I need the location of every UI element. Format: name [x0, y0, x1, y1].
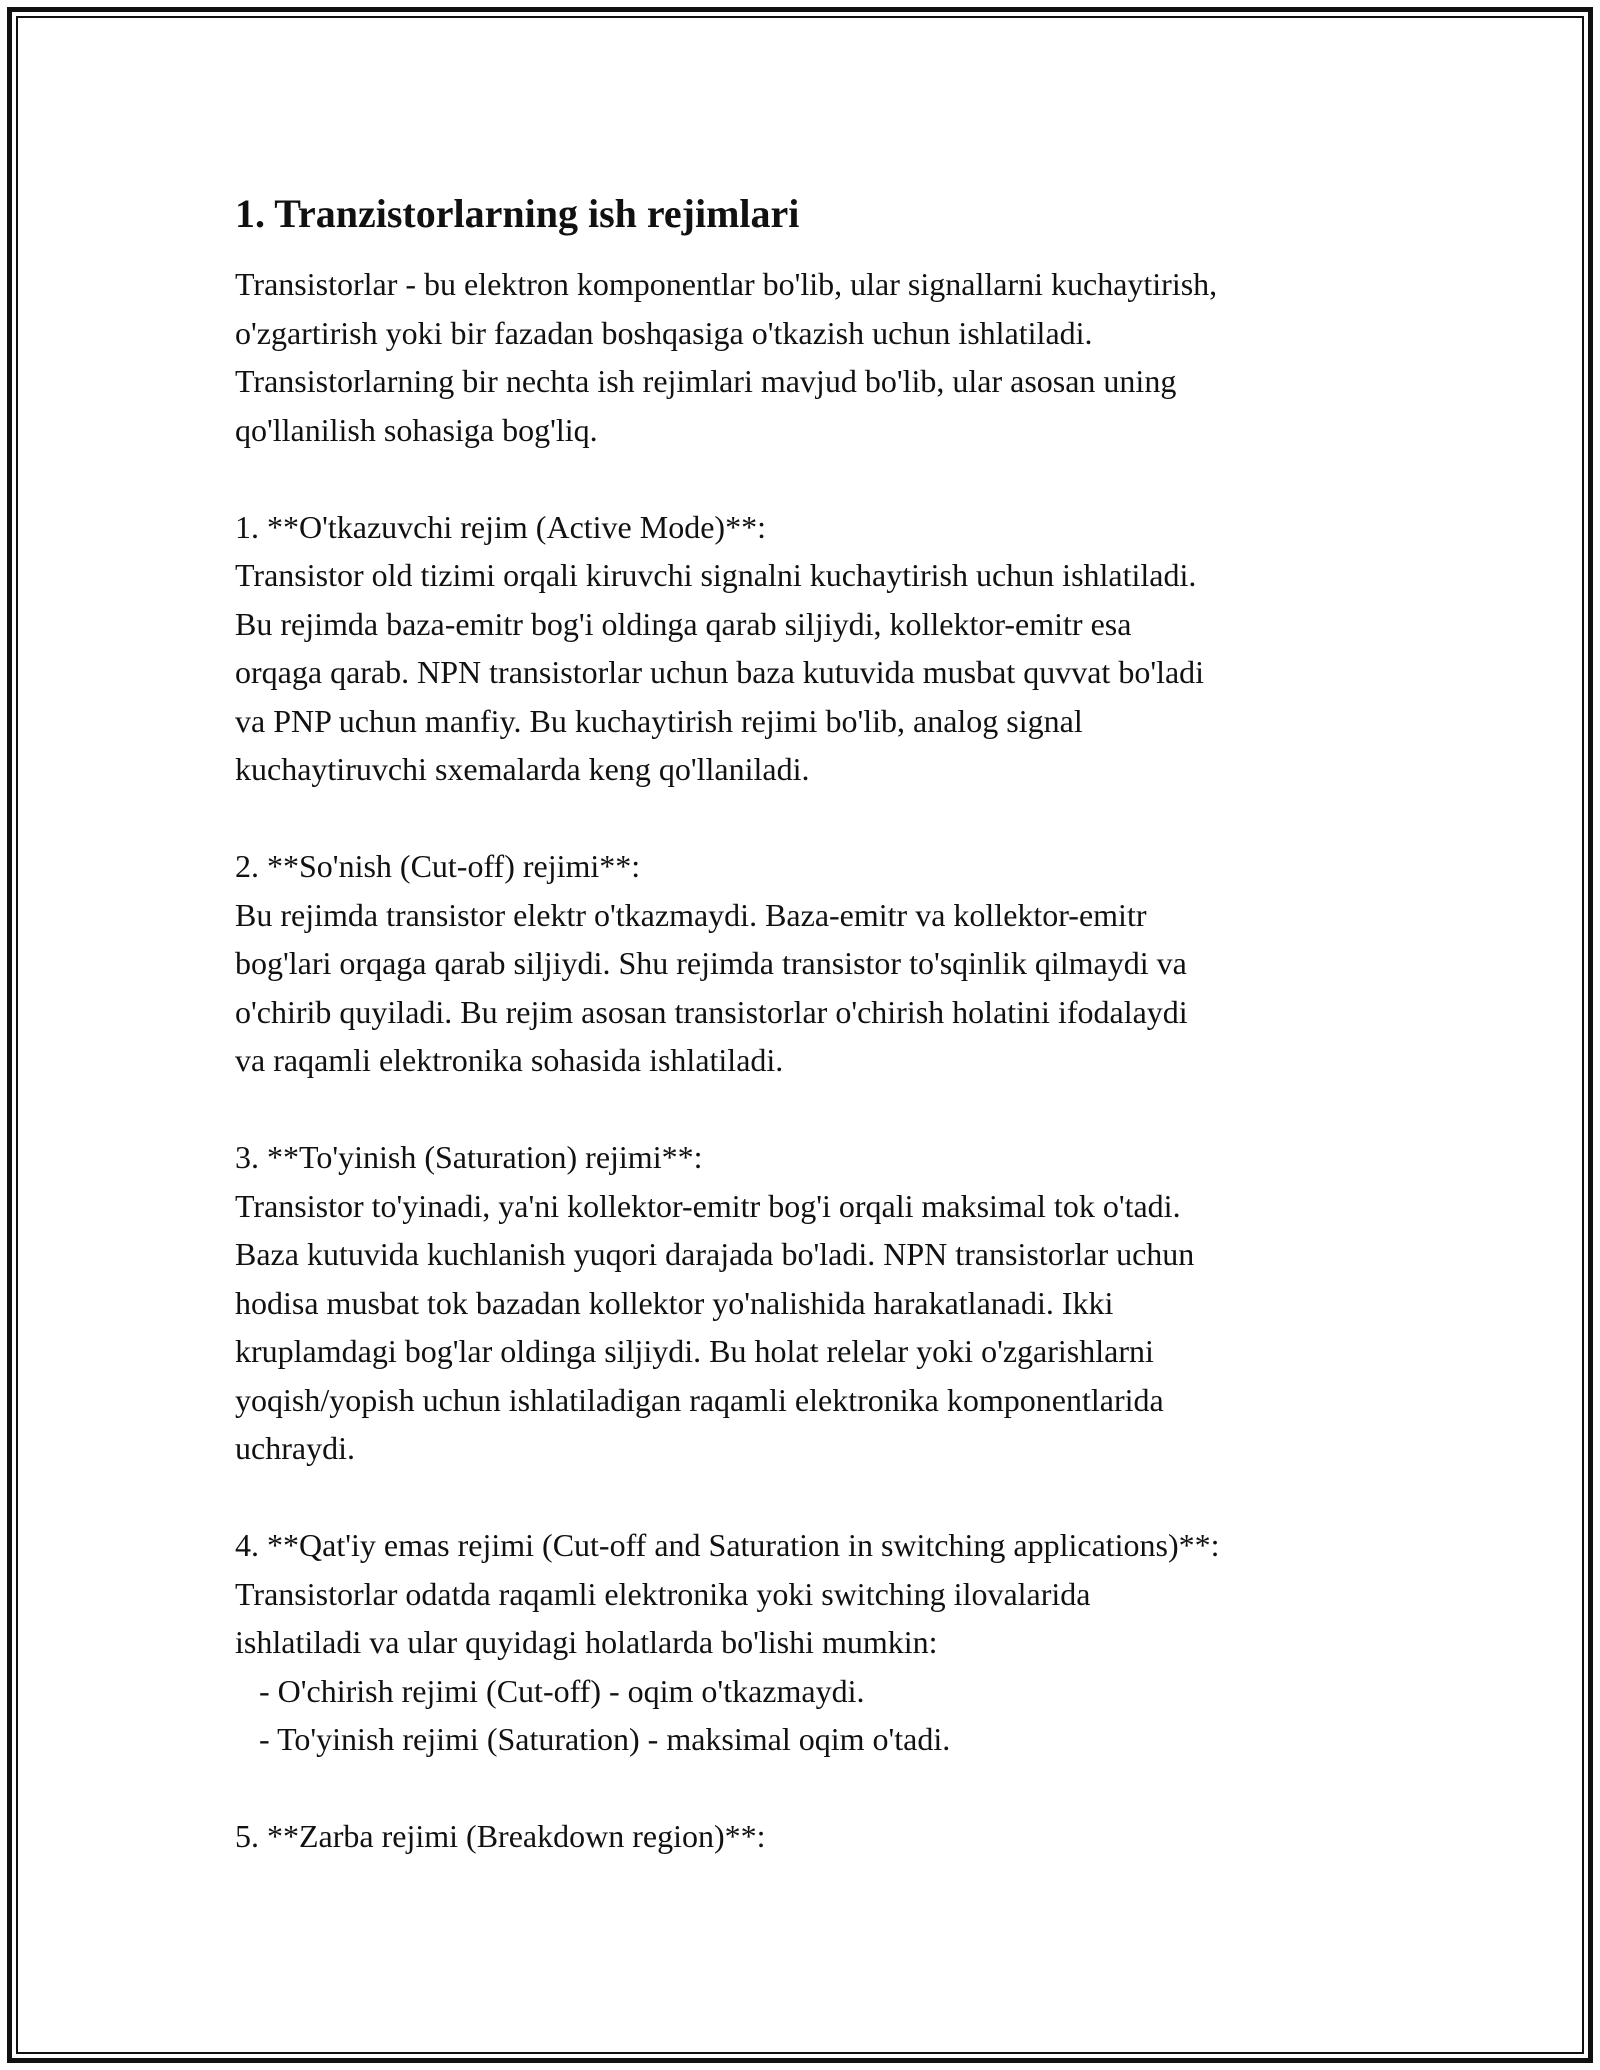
intro-line: qo'llanilish sohasiga bog'liq.: [235, 411, 598, 448]
intro-line: Transistorlar - bu elektron komponentlar bo'lib, ular signallarni kuchaytirish,: [235, 266, 1218, 302]
section-line: Bu rejimda transistor elektr o'tkazmaydi. Baza-emitr va kollektor-emitr: [235, 896, 1147, 933]
section-line: Transistor to'yinadi, ya'ni kollektor-emitr bog'i orqali maksimal tok o'tadi.: [235, 1187, 1181, 1224]
section-line: Baza kutuvida kuchlanish yuqori darajada bo'ladi. NPN transistorlar uchun: [235, 1236, 1195, 1272]
section-saturation: [235, 1133, 1385, 1473]
section-line: bog'lari orqaga qarab siljiydi. Shu rejimda transistor to'sqinlik qilmaydi va: [235, 945, 1187, 981]
section-heading: 2. **So'nish (Cut-off) rejimi**:: [235, 848, 641, 884]
section-line: va PNP uchun manfiy. Bu kuchaytirish rejimi bo'lib, analog signal: [235, 702, 1083, 739]
list-item: - O'chirish rejimi (Cut-off) - oqim o'tkazmaydi.: [235, 1672, 865, 1709]
section-line: Bu rejimda baza-emitr bog'i oldinga qarab siljiydi, kollektor-emitr esa: [235, 605, 1132, 642]
section-line: kruplamdagi bog'lar oldinga siljiydi. Bu holat relelar yoki o'zgarishlarni: [235, 1333, 1154, 1369]
intro-paragraph: [235, 260, 1385, 454]
section-line: kuchaytiruvchi sxemalarda keng qo'llaniladi.: [235, 751, 810, 787]
paragraph-gap: [235, 1473, 1385, 1522]
intro-line: Transistorlarning bir nechta ish rejimlari mavjud bo'lib, ular asosan uning: [235, 363, 1177, 399]
section-cut-off: [235, 842, 1385, 1085]
paragraph-gap: [235, 1764, 1385, 1813]
section-line: uchraydi.: [235, 1430, 355, 1466]
section-switching: [235, 1521, 1385, 1764]
section-heading: 3. **To'yinish (Saturation) rejimi**:: [235, 1139, 703, 1175]
section-heading: 5. **Zarba rejimi (Breakdown region)**:: [235, 1818, 766, 1854]
paragraph-gap: [235, 454, 1385, 503]
section-heading: 1. **O'tkazuvchi rejim (Active Mode)**:: [235, 508, 766, 545]
section-line: va raqamli elektronika sohasida ishlatiladi.: [235, 1042, 784, 1078]
document-body: [235, 186, 1385, 1861]
intro-line: o'zgartirish yoki bir fazadan boshqasiga o'tkazish uchun ishlatiladi.: [235, 314, 1093, 351]
paragraph-gap: [235, 1085, 1385, 1134]
section-line: yoqish/yopish uchun ishlatiladigan raqamli elektronika komponentlarida: [235, 1381, 1164, 1418]
paragraph-gap: [235, 794, 1385, 843]
list-item: - To'yinish rejimi (Saturation) - maksimal oqim o'tadi.: [235, 1721, 951, 1757]
section-line: o'chirib quyiladi. Bu rejim asosan transistorlar o'chirish holatini ifodalaydi: [235, 993, 1188, 1030]
section-breakdown: [235, 1812, 1385, 1861]
section-line: Transistor old tizimi orqali kiruvchi signalni kuchaytirish uchun ishlatiladi.: [235, 557, 1197, 593]
section-active-mode: [235, 503, 1385, 794]
section-line: Transistorlar odatda raqamli elektronika yoki switching ilovalarida: [235, 1575, 1091, 1612]
section-line: hodisa musbat tok bazadan kollektor yo'nalishida harakatlanadi. Ikki: [235, 1284, 1114, 1321]
section-line: orqaga qarab. NPN transistorlar uchun baza kutuvida musbat quvvat bo'ladi: [235, 654, 1205, 690]
section-line: ishlatiladi va ular quyidagi holatlarda bo'lishi mumkin:: [235, 1624, 938, 1660]
document-title: 1. Tranzistorlarning ish rejimlari: [235, 191, 800, 236]
section-heading: 4. **Qat'iy emas rejimi (Cut-off and Saturation in switching applications)**:: [235, 1527, 1220, 1563]
